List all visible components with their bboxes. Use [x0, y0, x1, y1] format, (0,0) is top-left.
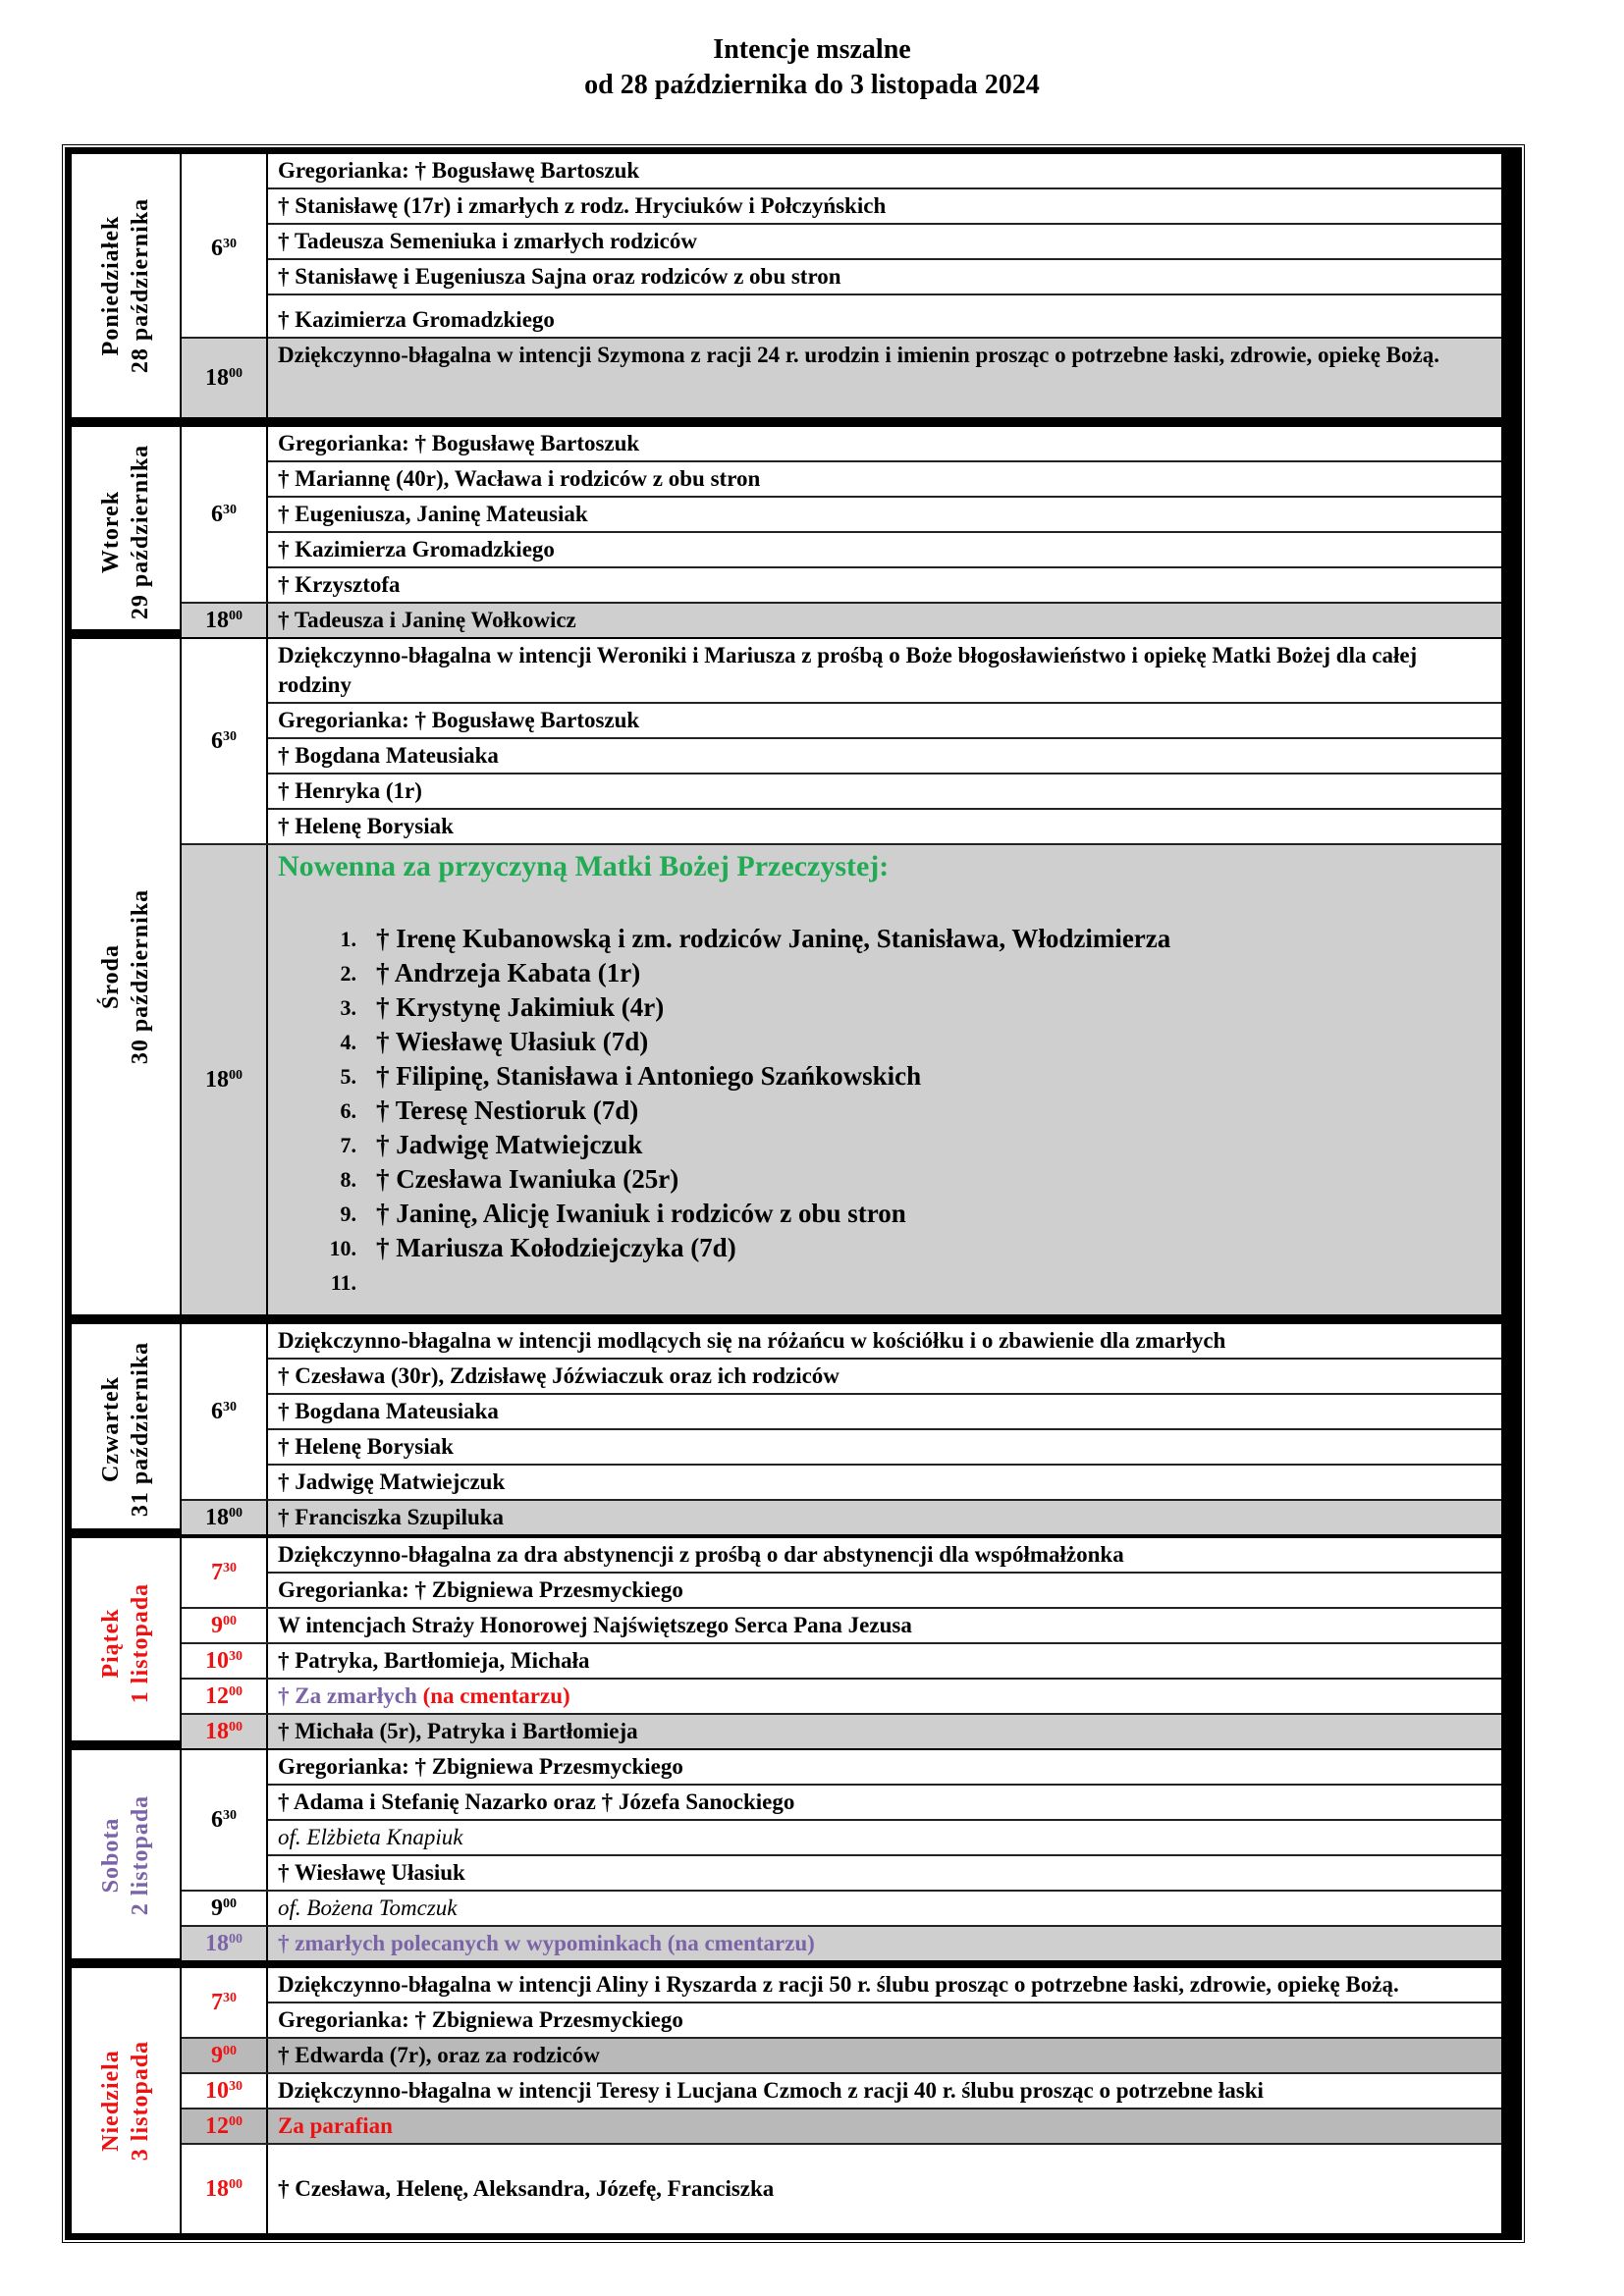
mass-time: 10 $^{30}$ [182, 2074, 268, 2108]
intention: † Czesława, Helenę, Aleksandra, Józefę, Franciszka [278, 2176, 775, 2201]
intention: † Kazimierza Gromadzkiego [268, 533, 1501, 568]
day-wednesday [71, 638, 1502, 1315]
page-subtitle: od 28 października do 3 listopada 2024 [584, 70, 1040, 100]
intention: † Jadwigę Matwiejczuk [278, 1469, 506, 1494]
intention: Gregorianka: † Bogusławę Bartoszuk [268, 704, 1501, 739]
novena-item: 4. † Wiesławę Ułasiuk (7d) [340, 1027, 649, 1056]
mass-slot [182, 2074, 1501, 2109]
mass-slot [182, 1750, 1501, 1892]
intention: Dziękczynno-błagalna w intencji modlących się na różańcu w kościółku i o zbawienie dla zmarłych [268, 1324, 1501, 1360]
intention: † Stanisławę (17r) i zmarłych z rodz. Hryciuków i Połczyńskich [268, 189, 1501, 225]
mass-slot [182, 1538, 1501, 1609]
mass-time: 18 $^{00}$ [182, 339, 268, 417]
intention: Gregorianka: † Zbigniewa Przesmyckiego [278, 2007, 683, 2032]
intention: Gregorianka: † Bogusławę Bartoszuk [268, 154, 1501, 189]
day-name: Piątek [98, 1608, 124, 1679]
intention: † Henryka (1r) [268, 774, 1501, 810]
mass-slot [182, 2039, 1501, 2074]
intention: † Eugeniusza, Janinę Mateusiak [268, 498, 1501, 533]
intention: Gregorianka: † Zbigniewa Przesmyckiego [278, 1577, 683, 1602]
day-thursday [71, 1323, 1502, 1529]
novena-item: 9. † Janinę, Alicję Iwaniuk i rodziców z obu stron [340, 1199, 906, 1228]
offerer: of. Elżbieta Knapiuk [268, 1821, 1501, 1856]
day-name: Niedziela [98, 2050, 124, 2152]
mass-slot [182, 2109, 1501, 2145]
mass-slot [182, 1892, 1501, 1927]
intention: Dziękczynno-błagalna w intencji Teresy i Lucjana Czmoch z racji 40 r. ślubu prosząc o potrzebne łaski [278, 2078, 1264, 2103]
day-label [72, 1324, 182, 1534]
day-name: Wtorek [98, 490, 124, 574]
mass-time: 18 $^{00}$ [182, 2145, 268, 2233]
mass-time: 9 $^{00}$ [182, 1609, 268, 1642]
page-title: Intencje mszalne [713, 34, 911, 65]
intention: Dziękczynno-błagalna za dra abstynencji z prośbą o dar abstynencji dla współmałżonka [268, 1538, 1501, 1574]
day-date: 30 października [128, 888, 153, 1065]
intention: W intencjach Straży Honorowej Najświętszego Serca Pana Jezusa [278, 1613, 912, 1637]
mass-slot [182, 845, 1501, 1314]
novena-item: 6. † Teresę Nestioruk (7d) [340, 1095, 639, 1125]
mass-time: 7 $^{30}$ [182, 1968, 268, 2037]
mass-time: 6 $^{30}$ [182, 427, 268, 602]
day-label [72, 1538, 182, 1748]
day-saturday [71, 1749, 1502, 1959]
schedule-table [65, 147, 1522, 2240]
day-label [72, 639, 182, 1314]
mass-time: 6 $^{30}$ [182, 639, 268, 843]
intention: † Adama i Stefanię Nazarko oraz † Józefa Sanockiego [268, 1786, 1501, 1821]
intention: Gregorianka: † Bogusławę Bartoszuk [268, 427, 1501, 462]
day-name: Poniedziałek [98, 215, 124, 356]
intention: Dziękczynno-błagalna w intencji Weroniki i Mariusza z prośbą o Boże błogosławieństwo i opiekę Matki Bożej dla całej rodziny [268, 639, 1501, 704]
intention: † Kazimierza Gromadzkiego [278, 307, 555, 332]
intention: † Za zmarłych (na cmentarzu) [278, 1683, 570, 1708]
mass-time: 7 $^{30}$ [182, 1538, 268, 1607]
day-name: Środa [98, 944, 124, 1009]
mass-time: 18 $^{00}$ [182, 1501, 268, 1534]
intention: † Helenę Borysiak [268, 1430, 1501, 1466]
offerer: of. Bożena Tomczuk [278, 1896, 458, 1920]
day-label [72, 1750, 182, 1960]
day-name: Sobota [98, 1817, 124, 1894]
novena-item: 1. † Irenę Kubanowską i zm. rodziców Janinę, Stanisława, Włodzimierza [340, 924, 1171, 953]
intention: Dziękczynno-błagalna w intencji Aliny i Ryszarda z racji 50 r. ślubu prosząc o potrzebne łaski, zdrowie, opiekę Bożą. [268, 1968, 1501, 2003]
intention: Dziękczynno-błagalna w intencji Szymona z racji 24 r. urodzin i imienin prosząc o potrzebne łaski, zdrowie, opiekę Bożą. [278, 343, 1439, 367]
intention: † Patryka, Bartłomieja, Michała [278, 1648, 590, 1673]
intention: † Stanisławę i Eugeniusza Sajna oraz rodziców z obu stron [268, 260, 1501, 295]
intention: † Tadeusza i Janinę Wołkowicz [278, 608, 576, 632]
mass-slot [182, 1680, 1501, 1715]
day-date: 2 listopada [128, 1794, 153, 1916]
mass-time: 18 $^{00}$ [182, 1927, 268, 1960]
intention: † Tadeusza Semeniuka i zmarłych rodziców [268, 225, 1501, 260]
intention: † Franciszka Szupiluka [278, 1505, 505, 1529]
intention: † Helenę Borysiak [278, 814, 454, 838]
mass-time: 9 $^{00}$ [182, 1892, 268, 1925]
intention: † Edwarda (7r), oraz za rodziców [278, 2043, 600, 2067]
mass-slot [182, 427, 1501, 604]
intention: † Bogdana Mateusiaka [268, 739, 1501, 774]
novena-item: 5. † Filipinę, Stanisława i Antoniego Szańkowskich [340, 1061, 922, 1091]
mass-time: 18 $^{00}$ [182, 1715, 268, 1748]
mass-time: 18 $^{00}$ [182, 845, 268, 1314]
day-date: 28 października [128, 197, 153, 374]
novena-item: 7. † Jadwigę Matwiejczuk [340, 1130, 643, 1159]
intention: † Bogdana Mateusiaka [268, 1395, 1501, 1430]
mass-slot [182, 1324, 1501, 1501]
intention: Za parafian [278, 2113, 393, 2138]
mass-slot [182, 604, 1501, 637]
intention: Gregorianka: † Zbigniewa Przesmyckiego [268, 1750, 1501, 1786]
intention: † Krzysztofa [278, 572, 401, 597]
novena-heading: Nowenna za przyczyną Matki Bożej Przeczystej: [278, 850, 890, 882]
novena-item: 8. † Czesława Iwaniuka (25r) [340, 1164, 679, 1194]
day-monday [71, 153, 1502, 418]
intention: † Michała (5r), Patryka i Bartłomieja [278, 1719, 638, 1743]
novena-item: 3. † Krystynę Jakimiuk (4r) [340, 992, 665, 1022]
day-label [72, 1968, 182, 2233]
day-date: 31 października [128, 1341, 153, 1518]
day-label [72, 154, 182, 417]
intention: † zmarłych polecanych w wypominkach (na cmentarzu) [278, 1931, 815, 1955]
mass-time: 6 $^{30}$ [182, 1750, 268, 1890]
mass-time: 9 $^{00}$ [182, 2039, 268, 2072]
day-name: Czwartek [98, 1376, 124, 1482]
mass-slot [182, 1715, 1501, 1748]
mass-slot [182, 1927, 1501, 1960]
mass-slot [182, 1968, 1501, 2039]
day-sunday [71, 1967, 1502, 2234]
mass-time: 18 $^{00}$ [182, 604, 268, 637]
mass-time: 10 $^{30}$ [182, 1644, 268, 1678]
mass-slot [182, 1501, 1501, 1534]
day-tuesday [71, 426, 1502, 633]
novena-item: 2. † Andrzeja Kabata (1r) [340, 958, 641, 988]
day-friday [71, 1537, 1502, 1744]
day-date: 29 października [128, 444, 153, 620]
mass-slot [182, 2145, 1501, 2233]
day-date: 3 listopada [128, 2040, 153, 2162]
mass-time: 6 $^{30}$ [182, 1324, 268, 1499]
novena-item: 10. † Mariusza Kołodziejczyka (7d) [329, 1233, 736, 1262]
mass-slot [182, 1609, 1501, 1644]
mass-time: 12 $^{00}$ [182, 1680, 268, 1713]
mass-slot [182, 339, 1501, 417]
novena-list [268, 922, 1501, 1313]
day-date: 1 listopada [128, 1582, 153, 1704]
mass-slot [182, 639, 1501, 845]
mass-slot [182, 1644, 1501, 1680]
novena-item: 11. [330, 1270, 356, 1295]
mass-time: 12 $^{00}$ [182, 2109, 268, 2143]
mass-time: 6 $^{30}$ [182, 154, 268, 343]
intention: † Mariannę (40r), Wacława i rodziców z obu stron [268, 462, 1501, 498]
day-label [72, 427, 182, 637]
intention: † Czesława (30r), Zdzisławę Jóźwiaczuk oraz ich rodziców [268, 1360, 1501, 1395]
intention: † Wiesławę Ułasiuk [278, 1860, 465, 1885]
mass-slot [182, 154, 1501, 339]
